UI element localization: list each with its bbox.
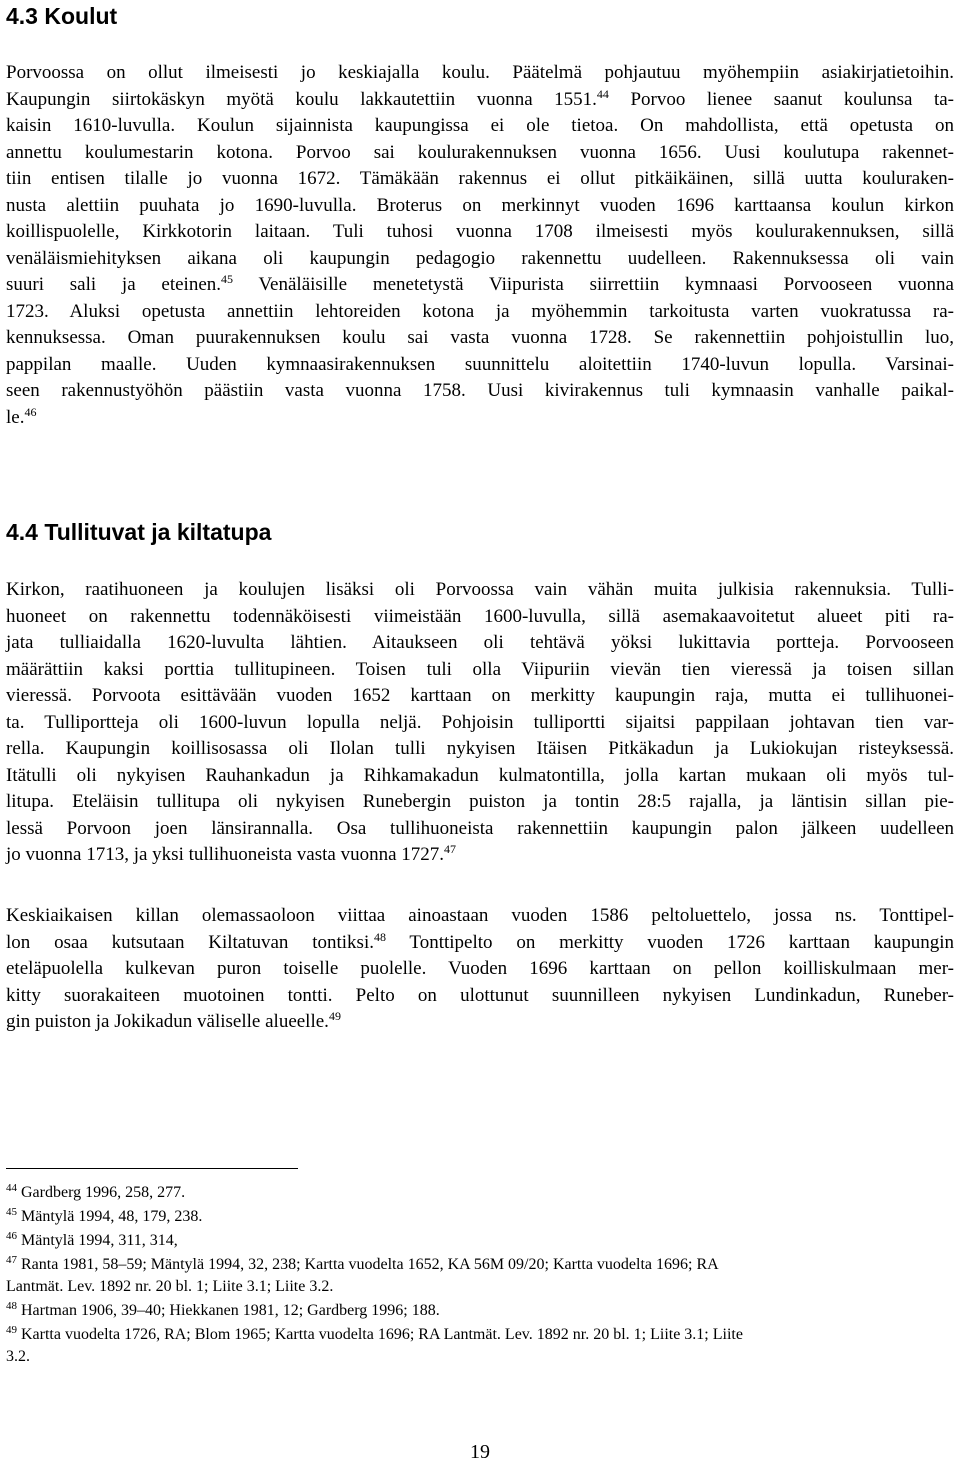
text-line: Porvoossa on ollut ilmeisesti jo keskiajalla koulu. Päätelmä pohjautuu myöhempiin asiakirjatietoihin. <box>6 62 954 83</box>
text-line: le.$^{46}$ <box>6 404 37 428</box>
text-line: rella. Kaupungin koillisosassa oli Ilolan tulli nykyisen Itäisen Pitkäkadun ja Lukiokujan risteyksessä. <box>6 738 954 759</box>
text-line: kitty suorakaiteen muotoinen tontti. Pelto on ulottunut suunnilleen nykyisen Lundinkadun, Runeber- <box>6 984 954 1006</box>
footnote-49-continued: 3.2. <box>6 1348 30 1365</box>
text-line: litupa. Eteläisin tullitupa oli nykyisen Runebergin puiston ja tontin 28:5 rajalla, ja läntisin sillan pie- <box>6 791 954 812</box>
text-line: lessä Porvoon joen länsirannalla. Osa tullihuoneista rakennettiin kaupungin palon jälkeen uudelleen <box>6 817 954 839</box>
text-line: seen rakennustyöhön päästiin vasta vuonna 1758. Uusi kivirakennus tuli kymnaasin vanhalle paikal- <box>6 380 954 401</box>
section-heading-koulut: 4.3 Koulut <box>6 3 118 29</box>
text-line: koillispuolelle, Kirkkotorin laitaan. Tuli tuhosi vuonna 1708 ilmeisesti myös koulurakennuksen, sillä <box>6 221 954 242</box>
footnote-48: $^{48}$ Hartman 1906, 39–40; Hiekkanen 1981, 12; Gardberg 1996; 188. <box>6 1300 440 1319</box>
text-line: lon osaa kutsutaan Kiltatuvan tontiksi.$^{48}$ Tonttipelto on merkitty vuoden 1726 karttaan kaupungin <box>6 929 954 953</box>
text-line: eteläpuolella kulkevan puron toiselle puolelle. Vuoden 1696 karttaan on pellon koilliskulmaan mer- <box>6 958 954 979</box>
footnote-divider <box>6 1168 298 1169</box>
paragraph-tullituvat <box>6 577 954 869</box>
text-line: tiin entisen tilalle jo vuonna 1672. Tämäkään rakennus ei ollut pitkäikäinen, sillä uutta kouluraken- <box>6 168 954 189</box>
text-line: vieressä. Porvoota esittävään vuoden 1652 karttaan on merkitty kaupungin raja, mutta ei tullihuonei- <box>6 685 954 706</box>
footnote-ref-49: 49 <box>328 1009 341 1023</box>
footnote-ref-44: 44 <box>596 86 609 101</box>
footnote-ref-47: 47 <box>444 842 457 856</box>
text-line: annettu koulumestarin kotona. Porvoo sai koulurakennuksen vuonna 1656. Uusi koulutupa rakennet- <box>6 141 954 163</box>
text-line: kennuksessa. Oman puurakennuksen koulu sai vasta vuonna 1728. Se rakennettiin pohjoistullin luo, <box>6 327 954 348</box>
footnote-44: $^{44}$ Gardberg 1996, 258, 277. <box>6 1182 186 1201</box>
footnote-47-continued: Lantmät. Lev. 1892 nr. 20 bl. 1; Liite 3.1; Liite 3.2. <box>6 1278 334 1295</box>
text-line: gin puiston ja Jokikadun väliselle alueelle.$^{49}$ <box>6 1009 341 1032</box>
text-line: Itätulli oli nykyisen Rauhankadun ja Rihkamakadun kulmatontilla, jolla kartan mukaan oli myös tul- <box>6 764 954 786</box>
text-line: suuri sali ja eteinen.$^{45}$ Venäläisille menetetystä Viipurista siirrettiin kymnaasi Porvooseen vuonna <box>6 272 954 295</box>
footnote-46: $^{46}$ Mäntylä 1994, 311, 314, <box>6 1230 178 1249</box>
footnote-ref-45: 45 <box>221 272 234 286</box>
text-line: 1723. Aluksi opetusta annettiin lehtoreiden kotona ja myöhemmin tarkoitusta varten vuokratussa ra- <box>6 300 954 322</box>
footnote-ref-48: 48 <box>373 929 386 944</box>
text-line: jata tulliaidalla 1620-luvulta lähtien. Aitaukseen oli tehtävä yöksi lukittavia portteja. Porvooseen <box>6 632 954 653</box>
paragraph-koulut <box>6 60 954 431</box>
text-line: määrättiin kaksi porttia tullitupineen. Toisen tuli olla Viipuriin vievän tien vieressä ja toisen sillan <box>6 658 954 680</box>
footnotes <box>6 1182 954 1368</box>
footnote-45: $^{45}$ Mäntylä 1994, 48, 179, 238. <box>6 1206 203 1225</box>
text-line: Kirkon, raatihuoneen ja koulujen lisäksi oli Porvoossa vain vähän muita julkisia rakennuksia. Tulli- <box>6 579 954 600</box>
text-line: nusta alettiin puuhata jo 1690-luvulla. Broterus on merkinnyt vuoden 1696 karttaansa koulun kirkon <box>6 194 954 216</box>
text-line: Kaupungin siirtokäskyn myötä koulu lakkautettiin vuonna 1551.44 Porvoo lienee saanut koulunsa ta- <box>6 86 954 110</box>
text-line: jo vuonna 1713, ja yksi tullihuoneista vasta vuonna 1727.47 <box>6 842 457 865</box>
section-heading-tullituvat: 4.4 Tullituvat ja kiltatupa <box>6 519 272 545</box>
text-line: pappilan maalle. Uuden kymnaasirakennuksen suunnittelu aloitettiin 1740-luvun lopulla. Varsinai- <box>6 353 954 375</box>
page-number: 19 <box>470 1441 490 1463</box>
text-line: ta. Tulliportteja oli 1600-luvun lopulla neljä. Pohjoisin tulliportti sijaitsi pappilaan johtavan tien var- <box>6 711 954 733</box>
paragraph-kiltatupa <box>6 903 954 1036</box>
text-line: kaisin 1610-luvulla. Koulun sijainnista kaupungissa ei ole tietoa. On mahdollista, että opetusta on <box>6 115 954 136</box>
footnote-ref-46: 46 <box>24 404 37 419</box>
text-line: Keskiaikaisen killan olemassaoloon viittaa ainoastaan vuoden 1586 peltoluettelo, jossa ns. Tonttipel- <box>6 905 954 926</box>
footnote-49: $^{49}$ Kartta vuodelta 1726, RA; Blom 1965; Kartta vuodelta 1696; RA Lantmät. Lev. 1892 nr. 20 bl. 1; Liite 3.1; Liite <box>6 1324 743 1343</box>
text-line: huoneet on rakennettu todennäköisesti viimeistään 1600-luvulla, sillä asemakaavoitetut alueet piti ra- <box>6 605 954 627</box>
text-line: venäläismiehityksen aikana oli kaupungin pedagogio rakennettu uudelleen. Rakennuksessa oli vain <box>6 247 954 269</box>
footnote-47: $^{47}$ Ranta 1981, 58–59; Mäntylä 1994, 32, 238; Kartta vuodelta 1652, KA 56M 09/20; Kartta vuodelta 1696; RA <box>6 1254 719 1273</box>
